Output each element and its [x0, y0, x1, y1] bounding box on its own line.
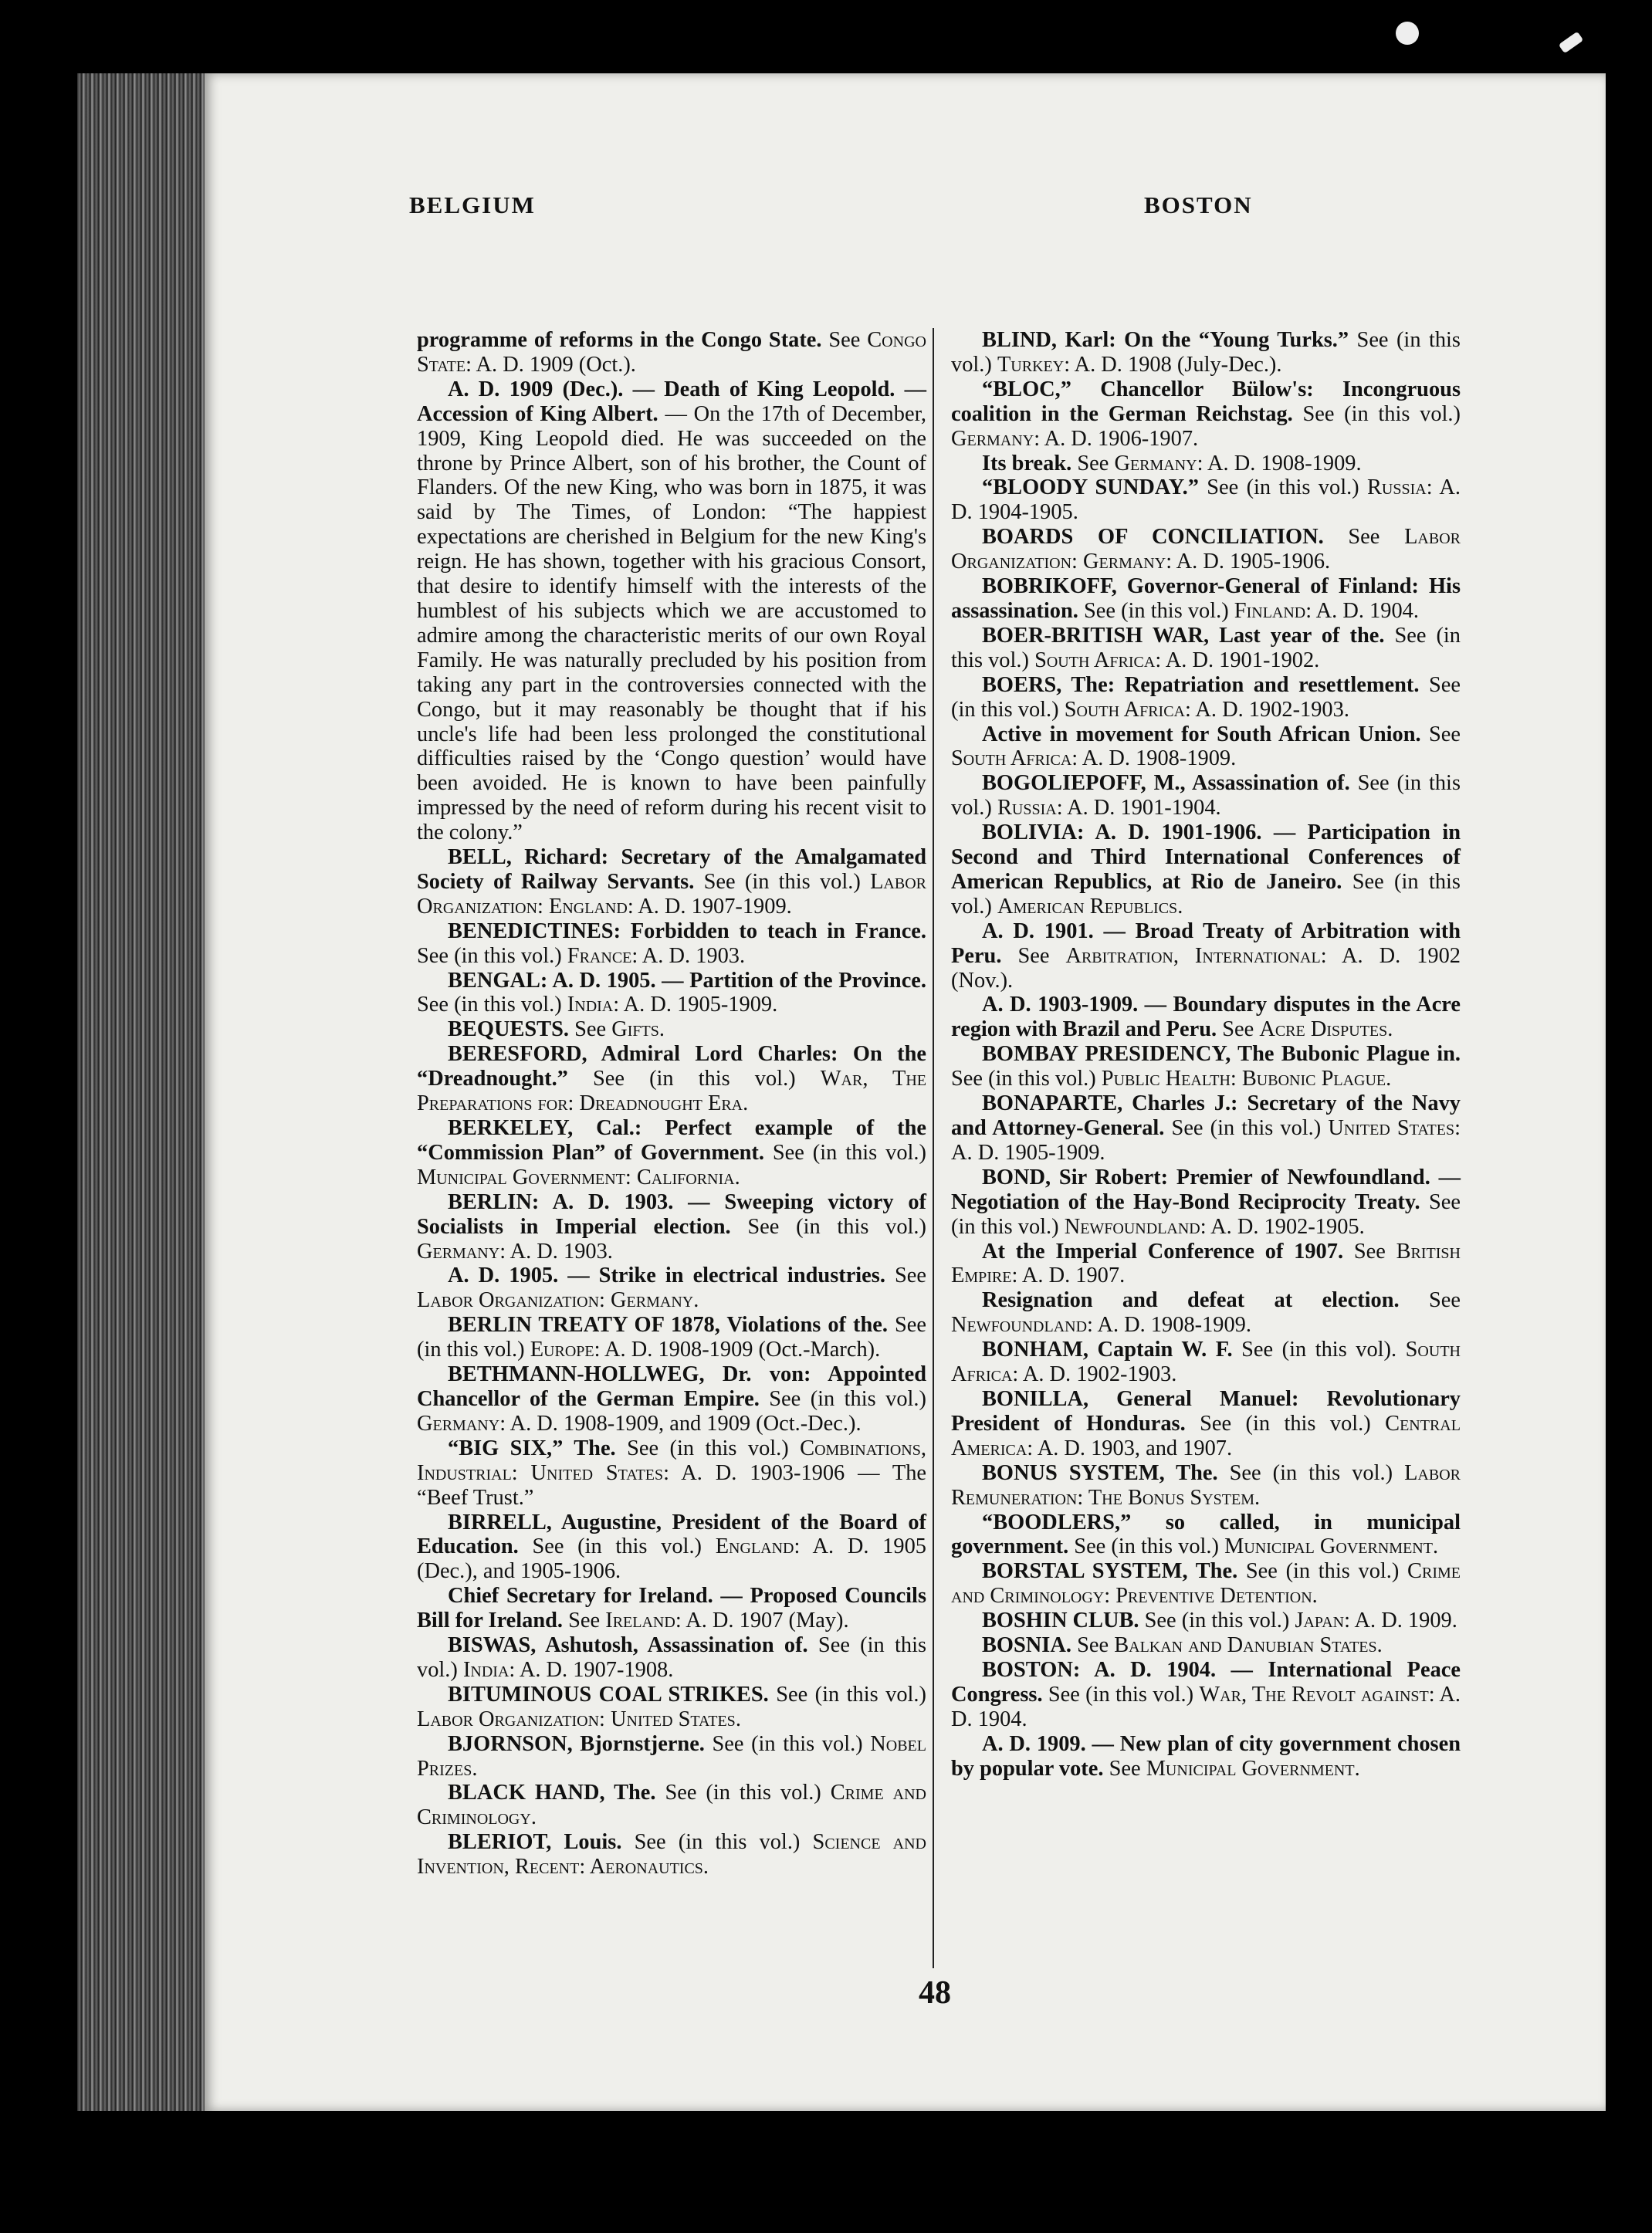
- cross-reference: Acre Disputes: [1259, 1017, 1388, 1042]
- index-entry: [417, 328, 926, 377]
- entry-heading: BLERIOT, Louis.: [448, 1830, 622, 1855]
- index-entry: [951, 1461, 1461, 1511]
- cross-reference: Labor Organization: England: [417, 869, 926, 919]
- entry-text: See (in this vol.): [1302, 401, 1461, 426]
- cross-reference-detail: .: [1432, 1534, 1439, 1559]
- cross-reference-detail: .: [735, 1707, 741, 1731]
- cross-reference: Russia: [997, 796, 1057, 820]
- entry-heading: BONILLA, General Manuel: Revolutionary President of Honduras.: [951, 1386, 1461, 1436]
- entry-text: See: [895, 1264, 926, 1288]
- cross-reference: Central America: [951, 1411, 1461, 1460]
- index-entry: [417, 1732, 926, 1781]
- cross-reference-detail: : A. D. 1905 (Dec.), and 1905-1906.: [417, 1534, 926, 1584]
- entry-text: See (in this vol.): [1229, 1460, 1393, 1485]
- left-column: [417, 328, 926, 1879]
- entry-heading: BERLIN: A. D. 1903. — Sweeping victory of Socialists in Imperial election.: [417, 1189, 926, 1239]
- entry-text: See (in this vol.): [592, 1067, 796, 1091]
- cross-reference: Combinations, Industrial: United States: [417, 1436, 926, 1485]
- index-entry: [417, 1042, 926, 1116]
- index-entry: [417, 1683, 926, 1732]
- cross-reference-detail: : A. D. 1903.: [631, 943, 746, 968]
- book-page-edges: [77, 73, 216, 2111]
- entry-heading: “BIG SIX,” The.: [448, 1436, 616, 1460]
- cross-reference: Crime and Criminology: [417, 1781, 926, 1830]
- entry-heading: BOMBAY PRESIDENCY, The Bubonic Plague in.: [982, 1042, 1461, 1067]
- cross-reference-detail: : A. D. 1902-1905.: [1200, 1214, 1365, 1239]
- entry-text: See: [1077, 1633, 1109, 1658]
- entry-text: See (in this vol.): [1200, 1411, 1371, 1436]
- cross-reference: Crime and Criminology: Preventive Detention: [951, 1559, 1461, 1609]
- entry-heading: A. D. 1909. — New plan of city government chosen by popular vote.: [951, 1731, 1461, 1781]
- cross-reference: War, The Revolt against: [1199, 1682, 1429, 1707]
- cross-reference: Labor Organization: Germany: [951, 525, 1461, 574]
- scan-speck: [1559, 32, 1584, 54]
- index-entry: [417, 845, 926, 919]
- entry-heading: BISWAS, Ashutosh, Assassination of.: [448, 1633, 808, 1658]
- entry-heading: Chief Secretary for Ireland. — Proposed Councils Bill for Ireland.: [417, 1584, 926, 1633]
- entry-heading: BERESFORD, Admiral Lord Charles: On the “Dreadnought.”: [417, 1042, 926, 1091]
- entry-heading: BOBRIKOFF, Governor-General of Finland: His assassination.: [951, 574, 1461, 623]
- entry-heading: BOER-BRITISH WAR, Last year of the.: [982, 623, 1385, 648]
- cross-reference-detail: .: [1312, 1584, 1318, 1609]
- entry-text: See (in this vol.): [1171, 1116, 1322, 1140]
- entry-text: See (in this vol.): [634, 1830, 801, 1855]
- cross-reference-detail: : A. D. 1907 (May).: [675, 1609, 849, 1633]
- cross-reference-detail: .: [743, 1091, 749, 1116]
- entry-heading: BOSHIN CLUB.: [982, 1609, 1139, 1633]
- cross-reference-detail: : A. D. 1907-1909.: [627, 894, 792, 919]
- index-entry: [417, 969, 926, 1018]
- index-entry: [951, 1387, 1461, 1461]
- entry-heading: BOND, Sir Robert: Premier of Newfoundland. — Negotiation of the Hay-Bond Reciprocity Treaty.: [951, 1165, 1461, 1214]
- entry-heading: BJORNSON, Bjornstjerne.: [448, 1731, 705, 1756]
- entry-heading: Active in movement for South African Union.: [982, 722, 1421, 746]
- entry-text: See: [1109, 1756, 1141, 1781]
- index-entry: [951, 452, 1461, 476]
- index-entry: [417, 1633, 926, 1683]
- entry-heading: “BLOC,” Chancellor Bülow's: Incongruous coalition in the German Reichstag.: [951, 377, 1461, 426]
- entry-heading: “BOODLERS,” so called, in municipal government.: [951, 1510, 1461, 1559]
- entry-text: — On the 17th of December, 1909, King Leopold died. He was succeeded on the throne by Prince Albert, son of his brother, the Count of Flanders. Of the new King, who was born in 1875, it was said by The Times, of London: “The happiest expectations are cherished in Belgium for the new King's reign. He has shown, together with his gracious Consort, that desire to identify himself with the interests of the humblest of his subjects which we are accustomed to admire among the characteristic merits of our own Royal Family. He was naturally precluded by his position from taking any part in the controversies connected with the Congo, but it may reasonably be thought that if his uncle's life had been less prolonged the constitutional difficulties raised by the ‘Congo question’ would have been avoided. He is known to have been painfully impressed by the need of reform during his recent visit to the colony.”: [417, 401, 926, 845]
- index-entry: [417, 1190, 926, 1264]
- cross-reference: Municipal Government: [1146, 1756, 1355, 1781]
- cross-reference: Gifts: [611, 1017, 659, 1042]
- entry-text: See (in this vol.): [417, 1633, 927, 1682]
- cross-reference-detail: .: [472, 1756, 478, 1781]
- index-entry: [951, 574, 1461, 624]
- entry-heading: programme of reforms in the Congo State.: [417, 328, 822, 352]
- index-entry: [417, 1830, 926, 1879]
- index-entry: [417, 1781, 926, 1830]
- cross-reference-detail: : A. D. 1902 (Nov.).: [951, 943, 1461, 993]
- cross-reference-detail: .: [693, 1288, 699, 1313]
- index-entry: [951, 1240, 1461, 1289]
- cross-reference-detail: : A. D. 1903, and 1907.: [1027, 1436, 1233, 1460]
- entry-text: See: [1429, 1288, 1461, 1313]
- entry-heading: BOLIVIA: A. D. 1901-1906. — Participation in Second and Third International Conferences of American Republics, at Rio de Janeiro.: [951, 820, 1461, 894]
- entry-text: See (in this vol.): [951, 1189, 1461, 1239]
- cross-reference: Germany: [417, 1239, 500, 1264]
- cross-reference: Newfoundland: [951, 1313, 1088, 1338]
- entry-heading: BOSNIA.: [982, 1633, 1071, 1658]
- index-entry: [951, 525, 1461, 574]
- cross-reference: Labor Organization: United States: [417, 1707, 736, 1731]
- entry-text: See (in this vol.): [951, 771, 1461, 820]
- entry-heading: BLIND, Karl: On the “Young Turks.”: [982, 328, 1349, 352]
- cross-reference-detail: : A. D. 1903-1906 — The “Beef Trust.”: [417, 1460, 926, 1510]
- running-head-right: BOSTON: [1144, 191, 1253, 218]
- entry-heading: BOSTON: A. D. 1904. — International Peace Congress.: [951, 1657, 1461, 1707]
- cross-reference: Turkey: [997, 352, 1065, 377]
- entry-text: See (in this vol.): [951, 623, 1461, 672]
- cross-reference-detail: : A. D. 1902-1903.: [1184, 697, 1349, 722]
- entry-text: See: [574, 1017, 607, 1042]
- entry-heading: Resignation and defeat at election.: [982, 1288, 1400, 1313]
- index-entry: [417, 919, 926, 969]
- entry-text: See (in this vol.): [703, 869, 861, 894]
- cross-reference: Germany: [1114, 451, 1197, 475]
- cross-reference: Japan: [1295, 1609, 1345, 1633]
- index-entry: [951, 820, 1461, 919]
- entry-heading: BOERS, The: Repatriation and resettlement.: [982, 672, 1420, 697]
- cross-reference-detail: : A. D. 1901-1904.: [1056, 796, 1221, 820]
- entry-heading: BERLIN TREATY OF 1878, Violations of the.: [448, 1313, 888, 1338]
- entry-text: See (in this vol.): [1207, 475, 1359, 500]
- entry-heading: A. D. 1903-1909. — Boundary disputes in the Acre region with Brazil and Peru.: [951, 993, 1461, 1042]
- index-entry: [951, 1091, 1461, 1166]
- cross-reference-detail: .: [1387, 1017, 1393, 1042]
- index-entry: [951, 475, 1461, 525]
- cross-reference: Labor Organization: Germany: [417, 1288, 694, 1313]
- entry-heading: At the Imperial Conference of 1907.: [982, 1239, 1344, 1264]
- entry-text: See (in this vol.): [951, 672, 1461, 722]
- entry-text: See (in this vol.): [627, 1436, 789, 1460]
- index-entry: [417, 1436, 926, 1511]
- entry-text: See: [1017, 943, 1050, 968]
- cross-reference: American Republics: [997, 894, 1178, 919]
- entry-text: See: [1348, 525, 1380, 550]
- index-entry: [951, 1732, 1461, 1781]
- entry-heading: BENGAL: A. D. 1905. — Partition of the Province.: [448, 968, 926, 993]
- entry-text: See (in this vol.): [665, 1781, 821, 1805]
- cross-reference-detail: : A. D. 1905-1909.: [951, 1116, 1461, 1165]
- entry-heading: Its break.: [982, 451, 1072, 475]
- entry-heading: BORSTAL SYSTEM, The.: [982, 1559, 1238, 1584]
- cross-reference-detail: : A. D. 1907-1908.: [509, 1657, 674, 1682]
- entry-text: See (in this vol.): [951, 328, 1461, 377]
- running-head-left: BELGIUM: [409, 191, 536, 218]
- cross-reference: Nobel Prizes: [417, 1731, 926, 1781]
- entry-heading: BOGOLIEPOFF, M., Assassination of.: [982, 771, 1350, 796]
- entry-text: See (in this vol.): [417, 943, 562, 968]
- cross-reference: South Africa: [1034, 648, 1156, 672]
- index-entry: [951, 1609, 1461, 1633]
- cross-reference-detail: : A. D. 1908-1909.: [1071, 746, 1237, 771]
- index-entry: [417, 1264, 926, 1313]
- cross-reference-detail: .: [1177, 894, 1183, 919]
- cross-reference-detail: .: [530, 1805, 537, 1830]
- cross-reference: Russia: [1366, 475, 1427, 500]
- cross-reference: Newfoundland: [1064, 1214, 1200, 1239]
- cross-reference-detail: : A. D. 1903.: [499, 1239, 613, 1264]
- index-entry: [951, 377, 1461, 452]
- entry-text: See (in this vol.): [772, 1140, 926, 1165]
- cross-reference: Germany: [951, 426, 1034, 451]
- cross-reference-detail: : A. D. 1909.: [1344, 1609, 1457, 1633]
- entry-text: See: [1077, 451, 1109, 475]
- cross-reference: Congo State: [417, 328, 926, 377]
- column-divider: [933, 328, 934, 1968]
- cross-reference-detail: : A. D. 1904-1905.: [951, 475, 1461, 525]
- entry-heading: BITUMINOUS COAL STRIKES.: [448, 1682, 769, 1707]
- entry-heading: “BLOODY SUNDAY.”: [982, 475, 1199, 500]
- entry-text: See (in this vol.): [776, 1682, 926, 1707]
- cross-reference-detail: : A. D. 1908-1909.: [1087, 1313, 1251, 1338]
- cross-reference: Ireland: [605, 1609, 675, 1633]
- entry-text: See (in this vol.): [532, 1534, 702, 1559]
- index-entry: [951, 1511, 1461, 1560]
- entry-heading: BELL, Richard: Secretary of the Amalgamated Society of Railway Servants.: [417, 845, 926, 894]
- entry-text: See (in this vol.): [417, 993, 562, 1017]
- page-number: 48: [919, 1975, 951, 2011]
- entry-text: See (in this vol.): [1074, 1534, 1219, 1559]
- cross-reference: Municipal Government: [1224, 1534, 1433, 1559]
- cross-reference-detail: : A. D. 1908-1909, and 1909 (Oct.-Dec.).: [499, 1411, 862, 1436]
- cross-reference: Municipal Government: California: [417, 1165, 735, 1189]
- cross-reference: Science and Invention, Recent: Aeronautics: [417, 1830, 926, 1879]
- index-entry: [951, 722, 1461, 772]
- cross-reference: South Africa: [1064, 697, 1185, 722]
- entry-heading: BENEDICTINES: Forbidden to teach in France.: [448, 919, 926, 943]
- entry-text: See (in this vol.): [747, 1214, 926, 1239]
- entry-heading: BEQUESTS.: [448, 1017, 570, 1042]
- entry-text: See (in this vol.): [951, 1067, 1096, 1091]
- index-entry: [417, 1511, 926, 1585]
- cross-reference: United States: [1328, 1116, 1455, 1140]
- cross-reference-detail: : A. D. 1901-1902.: [1155, 648, 1320, 672]
- entry-text: See (in this vol.): [417, 1313, 926, 1362]
- cross-reference-detail: : A. D. 1908-1909.: [1197, 451, 1362, 475]
- entry-text: See: [828, 328, 861, 352]
- entry-text: See (in this vol.): [769, 1386, 926, 1411]
- index-entry: [951, 1288, 1461, 1338]
- scan-speck: [1396, 22, 1419, 45]
- cross-reference: India: [567, 993, 614, 1017]
- cross-reference: Balkan and Danubian States: [1114, 1633, 1377, 1658]
- right-column: [951, 328, 1461, 1781]
- index-entry: [951, 1166, 1461, 1240]
- cross-reference: South Africa: [951, 746, 1072, 771]
- index-entry: [951, 328, 1461, 377]
- cross-reference-detail: .: [658, 1017, 665, 1042]
- cross-reference-detail: : A. D. 1905-1909.: [613, 993, 778, 1017]
- index-entry: [951, 771, 1461, 820]
- entry-heading: BIRRELL, Augustine, President of the Board of Education.: [417, 1510, 926, 1559]
- cross-reference-detail: .: [1376, 1633, 1383, 1658]
- cross-reference: South Africa: [951, 1338, 1461, 1387]
- entry-text: See (in this vol.): [1245, 1559, 1400, 1584]
- index-entry: [417, 1116, 926, 1190]
- entry-text: See (in this vol).: [1241, 1338, 1397, 1362]
- cross-reference-detail: : A. D. 1906-1907.: [1034, 426, 1199, 451]
- entry-text: See (in this vol.): [951, 869, 1461, 919]
- cross-reference-detail: : A. D. 1908 (July-Dec.).: [1064, 352, 1282, 377]
- entry-text: See (in this vol.): [1048, 1682, 1194, 1707]
- entry-heading: BOARDS OF CONCILIATION.: [982, 525, 1324, 550]
- entry-heading: BONAPARTE, Charles J.: Secretary of the Navy and Attorney-General.: [951, 1091, 1461, 1140]
- cross-reference: Public Health: Bubonic Plague: [1101, 1067, 1386, 1091]
- index-entry: [951, 1338, 1461, 1387]
- entry-heading: BERKELEY, Cal.: Perfect example of the “Commission Plan” of Government.: [417, 1116, 926, 1165]
- entry-heading: BONHAM, Captain W. F.: [982, 1338, 1233, 1362]
- cross-reference-detail: : A. D. 1908-1909 (Oct.-March).: [594, 1338, 881, 1362]
- cross-reference-detail: : A. D. 1905-1906.: [1166, 550, 1331, 574]
- cross-reference-detail: : A. D. 1902-1903.: [1012, 1362, 1177, 1387]
- cross-reference: Germany: [417, 1411, 500, 1436]
- index-entry: [417, 1017, 926, 1042]
- cross-reference: British Empire: [951, 1239, 1461, 1288]
- entry-text: See: [568, 1609, 601, 1633]
- index-entry: [417, 1584, 926, 1633]
- index-entry: [951, 993, 1461, 1042]
- entry-heading: A. D. 1909 (Dec.). — Death of King Leopold. — Accession of King Albert.: [417, 377, 926, 426]
- cross-reference-detail: : A. D. 1907.: [1011, 1264, 1126, 1288]
- cross-reference-detail: .: [1354, 1756, 1360, 1781]
- index-entry: [951, 919, 1461, 993]
- entry-heading: BETHMANN-HOLLWEG, Dr. von: Appointed Chancellor of the German Empire.: [417, 1362, 926, 1411]
- entry-text: See: [1222, 1017, 1254, 1042]
- cross-reference: Arbitration, International: [1065, 943, 1321, 968]
- cross-reference-detail: .: [1386, 1067, 1392, 1091]
- cross-reference: War, The Preparations for: Dreadnought Era: [417, 1067, 926, 1116]
- cross-reference-detail: .: [1254, 1485, 1261, 1510]
- index-entry: [417, 1313, 926, 1362]
- cross-reference: Labor Remuneration: The Bonus System: [951, 1460, 1461, 1510]
- cross-reference-detail: : A. D. 1904.: [951, 1682, 1461, 1731]
- entry-heading: BLACK HAND, The.: [448, 1781, 656, 1805]
- cross-reference: Finland: [1234, 598, 1306, 623]
- index-entry: [951, 1042, 1461, 1091]
- cross-reference: England: [715, 1534, 794, 1559]
- cross-reference-detail: .: [734, 1165, 740, 1189]
- index-entry: [417, 1362, 926, 1436]
- entry-text: See (in this vol.): [1084, 598, 1229, 623]
- entry-text: See (in this vol.): [712, 1731, 863, 1756]
- cross-reference: Europe: [530, 1338, 594, 1362]
- index-entry: [951, 624, 1461, 673]
- cross-reference-detail: : A. D. 1904.: [1305, 598, 1419, 623]
- index-entry: [951, 1559, 1461, 1609]
- index-entry: [951, 1658, 1461, 1732]
- entry-text: See: [1353, 1239, 1386, 1264]
- index-entry: [951, 1633, 1461, 1658]
- entry-heading: BONUS SYSTEM, The.: [982, 1460, 1218, 1485]
- entry-heading: A. D. 1901. — Broad Treaty of Arbitration with Peru.: [951, 919, 1461, 968]
- cross-reference: France: [567, 943, 632, 968]
- cross-reference-detail: .: [702, 1855, 709, 1879]
- entry-text: See (in this vol.): [1144, 1609, 1290, 1633]
- index-entry: [951, 673, 1461, 722]
- cross-reference-detail: : A. D. 1909 (Oct.).: [465, 352, 636, 377]
- entry-heading: A. D. 1905. — Strike in electrical industries.: [448, 1264, 885, 1288]
- entry-text: See: [1429, 722, 1461, 746]
- index-entry: [417, 377, 926, 845]
- cross-reference: India: [462, 1657, 509, 1682]
